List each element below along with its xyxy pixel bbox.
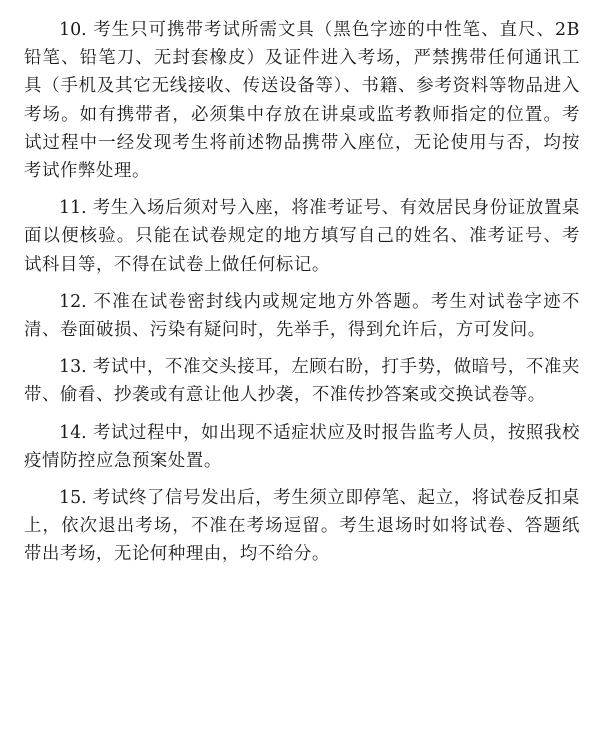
rule-number: 12. (59, 291, 87, 312)
rule-11 (24, 194, 580, 279)
rule-text: 考试终了信号发出后，考生须立即停笔、起立，将试卷反扣桌上，依次退出考场，不准在考场逗留。考生退场时如将试卷、答题纸带出考场，无论何种理由，均不给分。 (24, 488, 580, 565)
rule-number: 15. (59, 488, 87, 509)
rule-14 (24, 419, 580, 475)
rule-15 (24, 484, 580, 569)
rule-12 (24, 288, 580, 344)
rule-text: 不准在试卷密封线内或规定地方外答题。考生对试卷字迹不清、卷面破损、污染有疑问时，先举手，得到允许后，方可发问。 (24, 291, 580, 341)
rule-text: 考生只可携带考试所需文具（黑色字迹的中性笔、直尺、2B铅笔、铅笔刀、无封套橡皮）及证件进入考场，严禁携带任何通讯工具（手机及其它无线接收、传送设备等）、书籍、参考资料等物品进入考场。如有携带者，必须集中存放在讲桌或监考教师指定的位置。考试过程中一经发现考生将前述物品携带入座位，无论使用与否，均按考试作弊处理。 (24, 20, 580, 182)
exam-rules-document (24, 16, 580, 578)
rule-text: 考生入场后须对号入座，将准考证号、有效居民身份证放置桌面以便核验。只能在试卷规定的地方填写自己的姓名、准考证号、考试科目等，不得在试卷上做任何标记。 (24, 198, 580, 275)
rule-number: 14. (59, 422, 87, 443)
rule-number: 13. (59, 357, 87, 378)
rule-number: 11. (59, 198, 87, 219)
rule-number: 10. (59, 20, 87, 40)
rule-10 (24, 16, 580, 185)
rule-text: 考试过程中，如出现不适症状应及时报告监考人员，按照我校疫情防控应急预案处置。 (24, 422, 580, 471)
rule-13 (24, 353, 580, 409)
rule-text: 考试中，不准交头接耳，左顾右盼，打手势，做暗号，不准夹带、偷看、抄袭或有意让他人抄袭，不准传抄答案或交换试卷等。 (24, 357, 580, 406)
